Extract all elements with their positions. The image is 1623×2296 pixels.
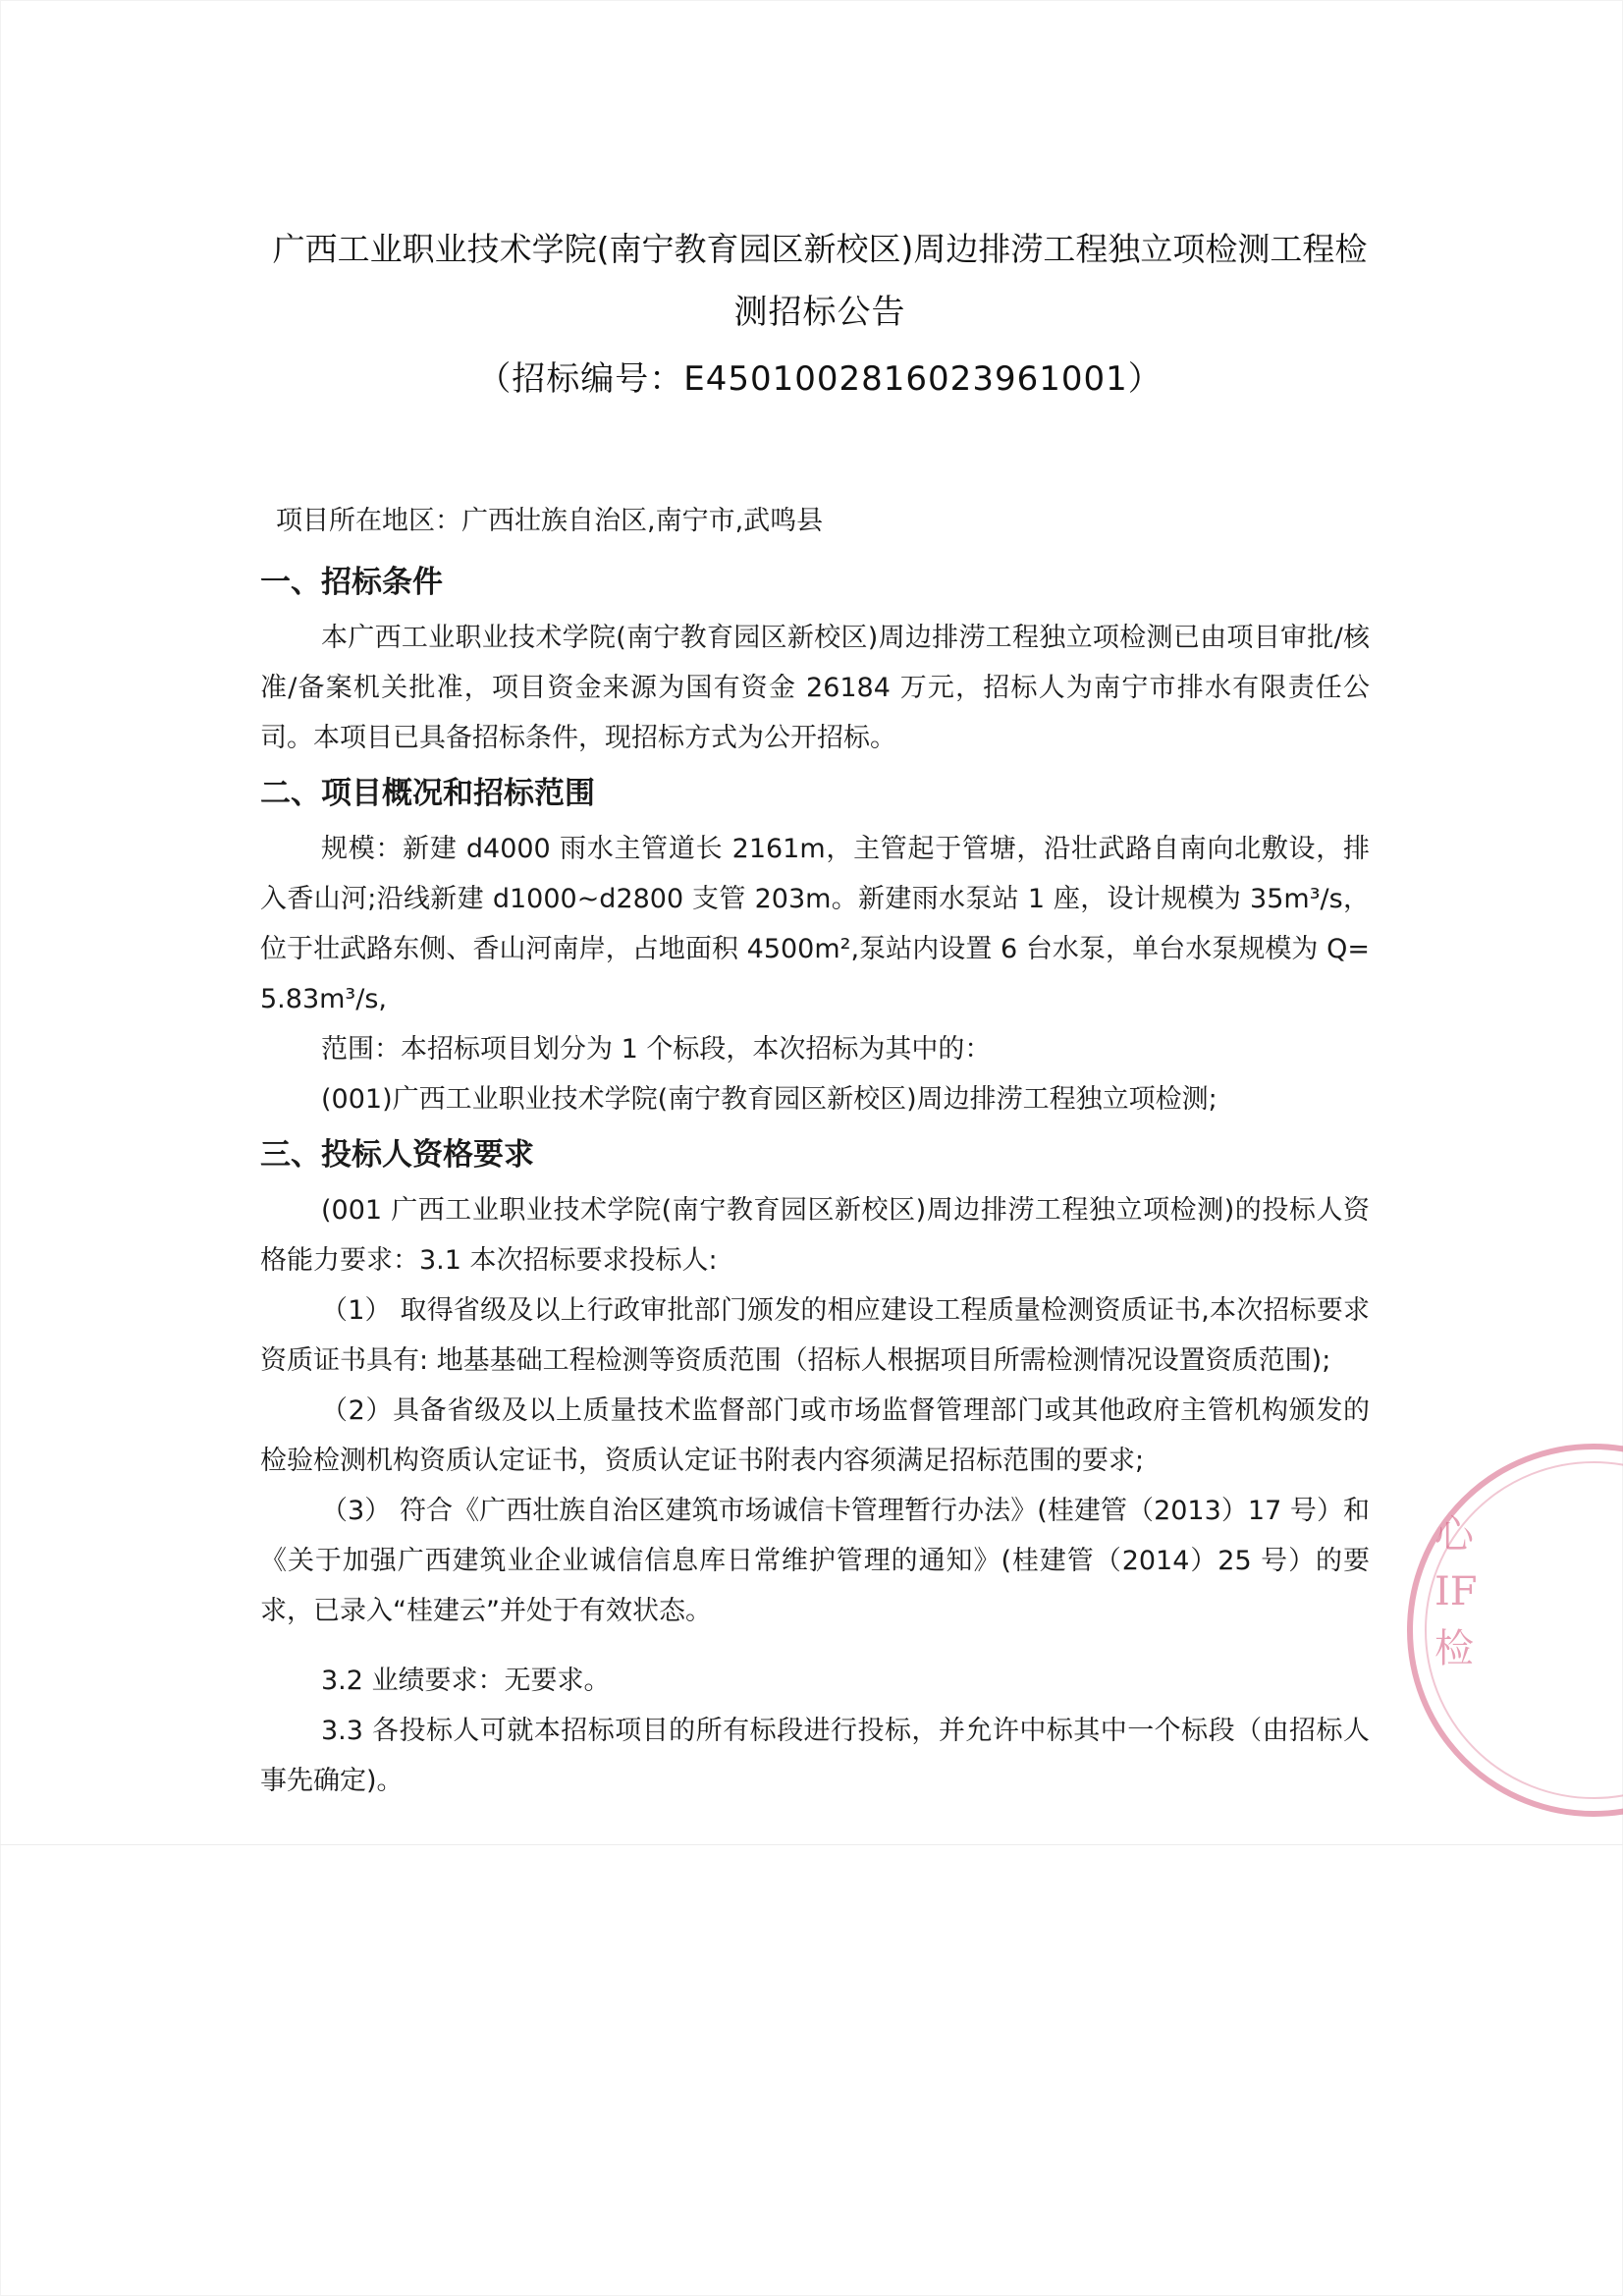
section-2-heading: 二、项目概况和招标范围 <box>260 776 595 811</box>
lot-item: (001)广西工业职业技术学院(南宁教育园区新校区)周边排涝工程独立项检测; <box>321 1084 1217 1115</box>
qualification-intro: (001 广西工业职业技术学院(南宁教育园区新校区)周边排涝工程独立项检测)的投标人资格能力要求：3.1 本次招标要求投标人: <box>260 1195 1370 1276</box>
bidding-rule: 3.3 各投标人可就本招标项目的所有标段进行投标，并允许中标其中一个标段（由招标人事先确定)。 <box>260 1716 1370 1796</box>
tender-code: （招标编号：E4501002816023961001） <box>477 359 1163 399</box>
announcement-title <box>265 218 1375 410</box>
section-1-heading: 一、招标条件 <box>260 565 443 600</box>
seal-text: 心 IF 检 <box>1434 1512 1478 1671</box>
section-1-paragraph: 本广西工业职业技术学院(南宁教育园区新校区)周边排涝工程独立项检测已由项目审批/核准/备案机关批准，项目资金来源为国有资金 26184 万元，招标人为南宁市排水有限责任公司。本项目已具备招标条件，现招标方式为公开招标。 <box>260 623 1370 753</box>
title-line-2: 测招标公告 <box>733 293 906 332</box>
project-scale: 规模：新建 d4000 雨水主管道长 2161m，主管起于管塘，沿壮武路自南向北敷设，排入香山河;沿线新建 d1000~d2800 支管 203m。新建雨水泵站 1 座，设计规模为 35m³/s，位于壮武路东侧、香山河南岸，占地面积 4500m²,泵站内设置 6 台水泵，单台水泵规模为 Q=5.83m³/s, <box>260 834 1370 1014</box>
qualification-item-1: （1） 取得省级及以上行政审批部门颁发的相应建设工程质量检测资质证书,本次招标要求资质证书具有: 地基基础工程检测等资质范围（招标人根据项目所需检测情况设置资质范围); <box>260 1295 1370 1376</box>
performance-requirement: 3.2 业绩要求：无要求。 <box>321 1666 611 1696</box>
title-line-1: 广西工业职业技术学院(南宁教育园区新校区)周边排涝工程独立项检测工程检 <box>272 230 1368 268</box>
spacer <box>260 1636 1370 1656</box>
qualification-item-3: （3） 符合《广西壮族自治区建筑市场诚信卡管理暂行办法》(桂建管（2013）17 号）和《关于加强广西建筑业企业诚信信息库日常维护管理的通知》(桂建管（2014）25 号）的要求，已录入“桂建云”并处于有效状态。 <box>260 1496 1370 1626</box>
project-region: 项目所在地区：广西壮族自治区,南宁市,武鸣县 <box>276 506 824 536</box>
qualification-item-2: （2）具备省级及以上质量技术监督部门或市场监督管理部门或其他政府主管机构颁发的检验检测机构资质认定证书，资质认定证书附表内容须满足招标范围的要求; <box>260 1395 1370 1476</box>
section-3-heading: 三、投标人资格要求 <box>260 1137 534 1173</box>
tender-range: 范围：本招标项目划分为 1 个标段，本次招标为其中的： <box>321 1034 992 1065</box>
scan-artifact-line <box>0 1844 1623 1845</box>
document-body <box>260 496 1370 1806</box>
